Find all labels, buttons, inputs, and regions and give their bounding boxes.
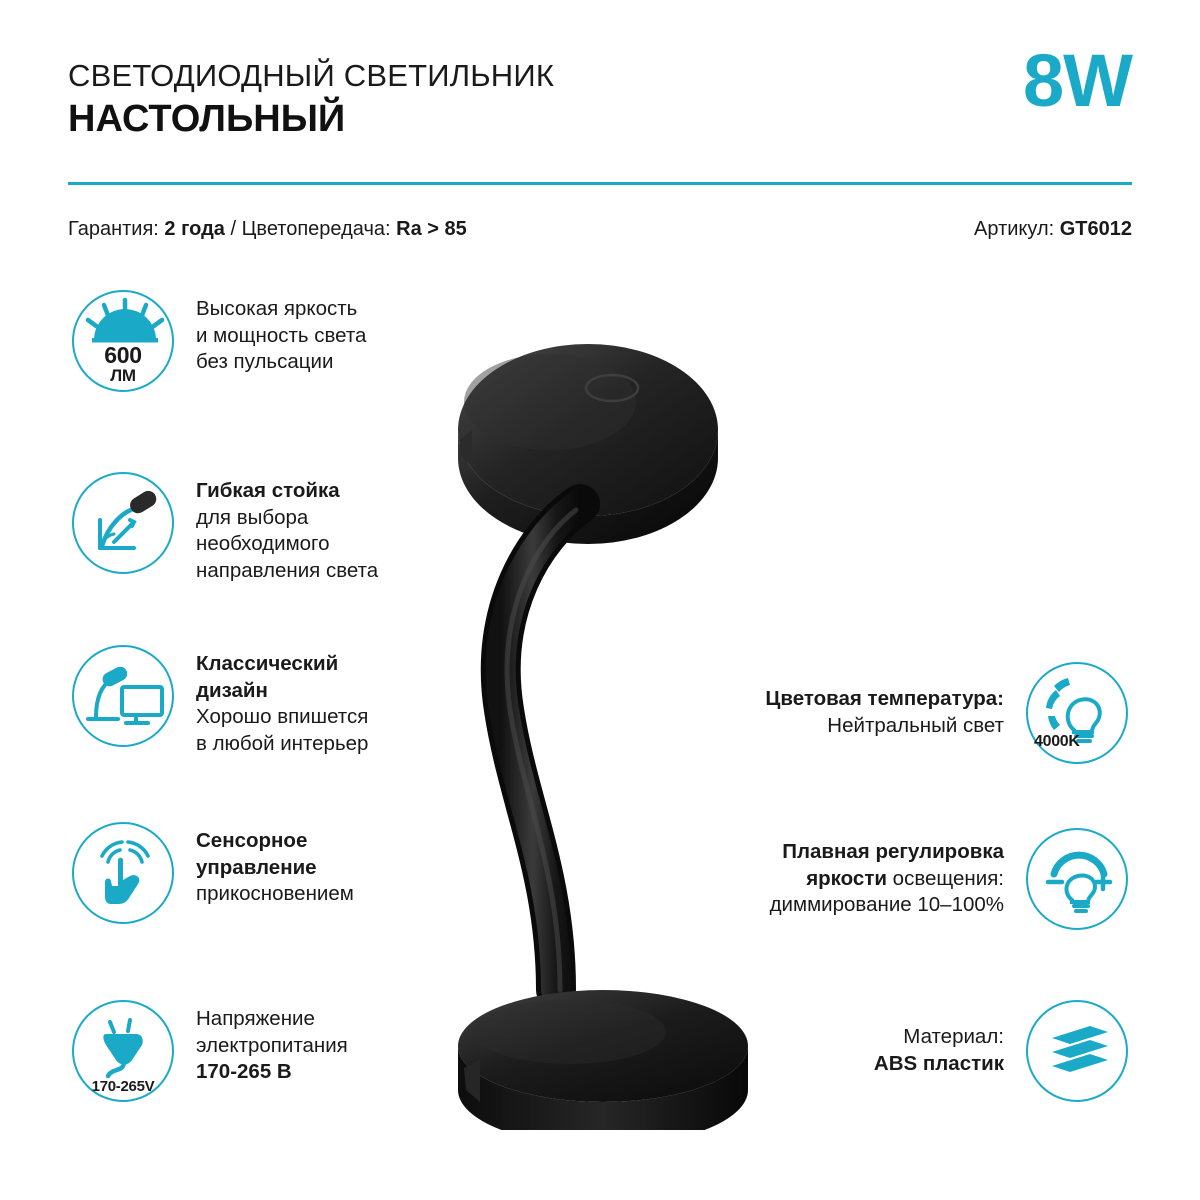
desk-lamp-photo — [430, 290, 830, 1130]
warranty-label: Гарантия: — [68, 218, 159, 240]
line-3: без пульсации — [196, 350, 334, 374]
line-2: электропитания — [196, 1033, 348, 1057]
line-2: ABS пластик — [873, 1052, 1004, 1075]
line-1: Материал: — [903, 1025, 1004, 1049]
color-temp-badge: 4000K — [1034, 733, 1080, 750]
feature-brightness-text — [196, 290, 366, 376]
warranty-cri-line — [68, 218, 467, 241]
line-3: 170-265 В — [196, 1060, 292, 1084]
line-2: дизайн — [196, 678, 268, 702]
line-1: Цветовая температура: — [765, 687, 1004, 711]
cri-label: Цветопередача: — [241, 218, 391, 240]
line-4: в любой интерьер — [196, 731, 369, 755]
feature-flexible-arm — [72, 472, 378, 585]
line-3: прикосновением — [196, 882, 354, 906]
line-3: Хорошо впишется — [196, 705, 369, 729]
lumen-value: 600 — [104, 342, 142, 368]
wattage-badge: 8W — [1023, 39, 1132, 122]
line-1: Сенсорное — [196, 829, 308, 852]
line-2: диммирование 10–100% — [769, 893, 1004, 917]
sun-brightness-icon — [72, 290, 174, 392]
page-title-primary: СВЕТОДИОДНЫЙ СВЕТИЛЬНИК — [68, 58, 555, 93]
feature-material — [874, 1000, 1128, 1102]
feature-touch-control — [72, 822, 354, 924]
line-2: управление — [196, 855, 317, 879]
feature-classic-design-text — [196, 645, 368, 758]
line-1b-strong: яркости — [806, 866, 887, 890]
line-1: Высокая яркость — [196, 297, 358, 320]
feature-flexible-arm-text — [196, 472, 378, 585]
line-2: для выбора — [196, 505, 309, 529]
line-2: и мощность света — [196, 323, 367, 347]
feature-brightness — [72, 290, 366, 392]
voltage-badge: 170-265V — [91, 1078, 155, 1095]
flexible-arm-icon — [72, 472, 174, 574]
line-1-strong: Плавная регулировка — [782, 840, 1004, 864]
sku-value: GT6012 — [1059, 218, 1132, 240]
sku-label: Артикул: — [974, 218, 1055, 240]
feature-material-text — [874, 1024, 1004, 1077]
feature-classic-design — [72, 645, 368, 758]
color-temperature-bulb-icon — [1026, 662, 1128, 764]
header-divider — [68, 182, 1132, 185]
touch-hand-icon — [72, 822, 174, 924]
dimming-bulb-icon — [1026, 828, 1128, 930]
warranty-value: 2 года — [164, 218, 225, 240]
line-1: Напряжение — [196, 1007, 315, 1030]
power-plug-icon — [72, 1000, 174, 1102]
line-4: направления света — [196, 558, 379, 582]
line-1c: освещения: — [886, 866, 1004, 890]
desk-lamp-monitor-icon — [72, 645, 174, 747]
cri-value: Ra > 85 — [396, 218, 467, 240]
title-block — [68, 58, 554, 141]
feature-touch-control-text — [196, 822, 354, 908]
line-2: Нейтральный свет — [827, 714, 1004, 737]
sku-line — [974, 218, 1132, 241]
line-1: Классический — [196, 652, 339, 675]
page-title-secondary: НАСТОЛЬНЫЙ — [68, 97, 346, 140]
feature-voltage — [72, 1000, 348, 1102]
lumen-unit: ЛМ — [110, 366, 136, 385]
material-layers-icon — [1026, 1000, 1128, 1102]
line-3: необходимого — [196, 532, 330, 556]
line-1: Гибкая стойка — [196, 479, 340, 502]
separator: / — [230, 218, 237, 240]
feature-voltage-text — [196, 1000, 348, 1086]
